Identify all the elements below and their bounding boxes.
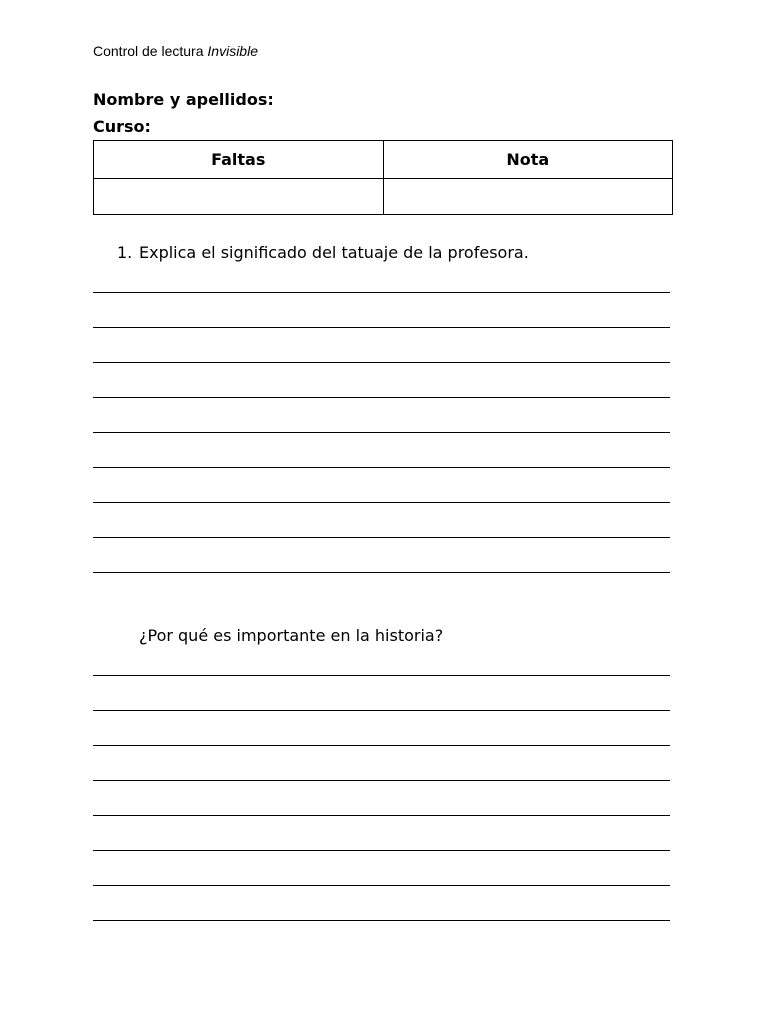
question-text: Explica el significado del tatuaje de la profesora.: [139, 243, 529, 262]
header-prefix: Control de lectura: [93, 43, 204, 59]
answer-line[interactable]: [93, 502, 670, 503]
answer-line[interactable]: [93, 292, 670, 293]
answer-line[interactable]: [93, 850, 670, 851]
answer-line[interactable]: [93, 745, 670, 746]
answer-line[interactable]: [93, 362, 670, 363]
question-1: [117, 243, 529, 263]
answer-line[interactable]: [93, 537, 670, 538]
answer-line[interactable]: [93, 467, 670, 468]
student-course-label: Curso:: [93, 117, 151, 136]
question-text: ¿Por qué es importante en la historia?: [139, 626, 444, 645]
faltas-cell[interactable]: [94, 179, 384, 215]
grades-value-row: [94, 179, 673, 215]
answer-line[interactable]: [93, 675, 670, 676]
answer-line[interactable]: [93, 885, 670, 886]
grades-table: [93, 140, 673, 215]
answer-line[interactable]: [93, 780, 670, 781]
book-title: Invisible: [207, 43, 258, 59]
answer-line[interactable]: [93, 397, 670, 398]
answer-line[interactable]: [93, 815, 670, 816]
answer-line[interactable]: [93, 920, 670, 921]
question-number: 1.: [117, 243, 133, 262]
question-2: [139, 626, 443, 646]
nota-header: Nota: [383, 141, 673, 179]
faltas-header: Faltas: [94, 141, 384, 179]
answer-line[interactable]: [93, 327, 670, 328]
nota-cell[interactable]: [383, 179, 673, 215]
answer-line[interactable]: [93, 572, 670, 573]
answer-line[interactable]: [93, 432, 670, 433]
grades-header-row: [94, 141, 673, 179]
answer-line[interactable]: [93, 710, 670, 711]
student-name-label: Nombre y apellidos:: [93, 90, 274, 109]
document-header: [93, 42, 258, 60]
